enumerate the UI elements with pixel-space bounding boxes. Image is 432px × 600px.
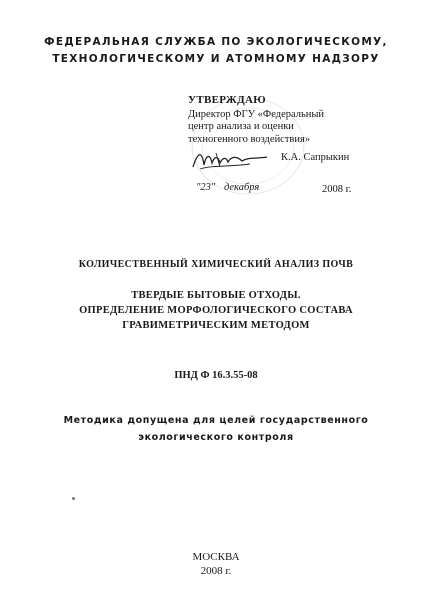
approval-date bbox=[196, 182, 259, 193]
publication-year: 2008 г. bbox=[200, 565, 232, 577]
approval-date-month: декабря bbox=[223, 182, 260, 193]
section-heading: КОЛИЧЕСТВЕННЫЙ ХИМИЧЕСКИЙ АНАЛИЗ ПОЧВ bbox=[78, 259, 354, 270]
agency-line-1: ФЕДЕРАЛЬНАЯ СЛУЖБА ПО ЭКОЛОГИЧЕСКОМУ, bbox=[44, 36, 388, 48]
title-line-1: ТВЕРДЫЕ БЫТОВЫЕ ОТХОДЫ. bbox=[131, 290, 301, 301]
approver-position-line-2: центр анализа и оценки bbox=[188, 121, 294, 132]
approval-block bbox=[188, 94, 388, 146]
title-line-2: ОПРЕДЕЛЕНИЕ МОРФОЛОГИЧЕСКОГО СОСТАВА bbox=[79, 305, 353, 316]
publication-place bbox=[0, 550, 432, 578]
city-name: МОСКВА bbox=[192, 551, 240, 563]
document-code: ПНД Ф 16.3.55-08 bbox=[174, 370, 258, 381]
approval-date-year: 2008 г. bbox=[322, 184, 352, 195]
approval-date-day: "23" bbox=[196, 182, 216, 193]
agency-header bbox=[0, 34, 432, 68]
document-title bbox=[0, 288, 432, 333]
agency-line-2: ТЕХНОЛОГИЧЕСКОМУ И АТОМНОМУ НАДЗОРУ bbox=[52, 53, 380, 65]
scan-speck bbox=[72, 497, 75, 500]
signatory-name: К.А. Сапрыкин bbox=[281, 152, 350, 163]
handwritten-signature bbox=[190, 147, 270, 173]
approval-note bbox=[0, 412, 432, 446]
title-line-3: ГРАВИМЕТРИЧЕСКИМ МЕТОДОМ bbox=[122, 320, 310, 331]
approver-position-line-3: техногенного воздействия» bbox=[188, 133, 311, 145]
note-line-1: Методика допущена для целей государственного bbox=[63, 415, 369, 426]
approval-heading: УТВЕРЖДАЮ bbox=[188, 94, 266, 106]
note-line-2: экологического контроля bbox=[138, 432, 294, 443]
approver-position-line-1: Директор ФГУ «Федеральный bbox=[188, 108, 325, 120]
